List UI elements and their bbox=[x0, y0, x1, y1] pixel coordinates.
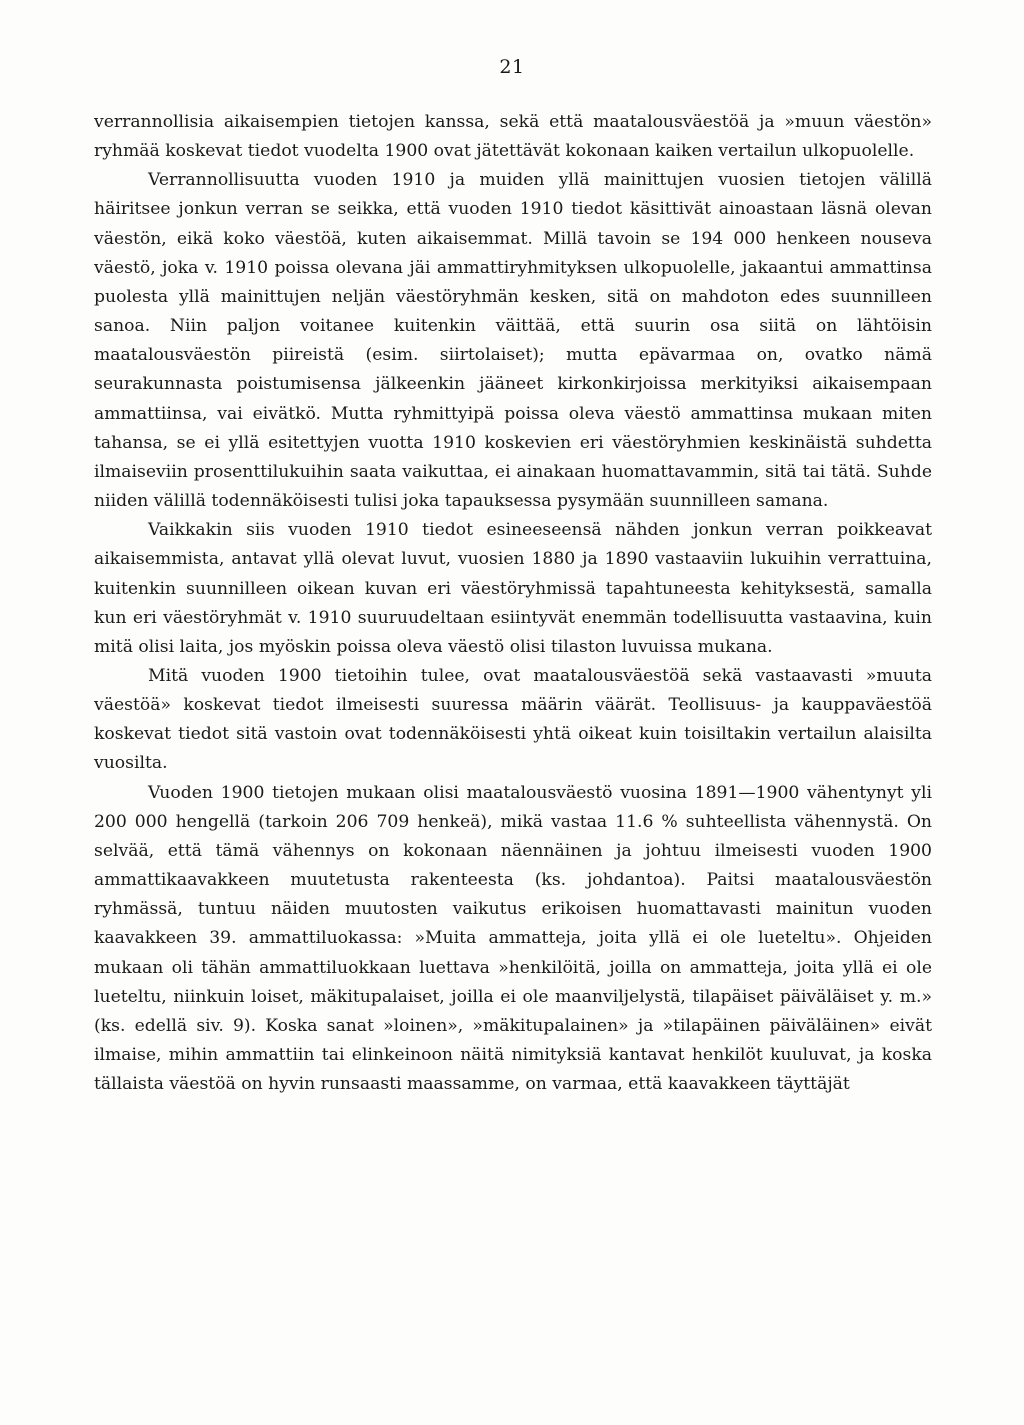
paragraph: Mitä vuoden 1900 tietoihin tulee, ovat maatalousväestöä sekä vastaavasti »muuta väestöä» koskevat tiedot ilmeisesti suuressa määrin väärät. Teollisuus- ja kauppaväestöä koskevat tiedot sitä vastoin ovat todennäköisesti yhtä oikeat kuin toisiltakin vertailun alaisilta vuosilta. bbox=[94, 665, 932, 774]
paragraph: verrannollisia aikaisempien tietojen kanssa, sekä että maatalousväestöä ja »muun väestön» ryhmää koskevat tiedot vuodelta 1900 ovat jätettävät kokonaan kaiken vertailun ulkopuolelle. bbox=[94, 112, 932, 162]
body-text bbox=[94, 108, 932, 1099]
paragraph: Verrannollisuutta vuoden 1910 ja muiden yllä mainittujen vuosien tietojen välillä häiritsee jonkun verran se seikka, että vuoden 1910 tiedot käsittivät ainoastaan läsnä olevan väestön, eikä koko väestöä, kuten aikaisemmat. Millä tavoin se 194 000 henkeen nouseva väestö, joka v. 1910 poissa olevana jäi ammattiryhmityksen ulkopuolelle, jakaantui ammattinsa puolesta yllä mainittujen neljän väestöryhmän kesken, sitä on mahdoton edes suunnilleen sanoa. Niin paljon voitanee kuitenkin väittää, että suurin osa siitä on lähtöisin maatalousväestön piireistä (esim. siirtolaiset); mutta epävarmaa on, ovatko nämä seurakunnasta poistumisensa jälkeenkin jääneet kirkonkirjoissa merkityiksi aikaisempaan ammattiinsa, vai eivätkö. Mutta ryhmittyipä poissa oleva väestö ammattinsa mukaan miten tahansa, se ei yllä esitettyjen vuotta 1910 koskevien eri väestöryhmien keskinäistä suhdetta ilmaiseviin prosenttilukuihin saata vaikuttaa, ei ainakaan huomattavammin, sitä tai tätä. Suhde niiden välillä todennäköisesti tulisi joka tapauksessa pysymään suunnilleen samana. bbox=[94, 170, 932, 512]
paragraph: Vuoden 1900 tietojen mukaan olisi maatalousväestö vuosina 1891—1900 vähentynyt yli 200 000 hengellä (tarkoin 206 709 henkeä), mikä vastaa 11.6 % suhteellista vähennystä. On selvää, että tämä vähennys on kokonaan näennäinen ja johtuu ilmeisesti vuoden 1900 ammattikaavakkeen muutetusta rakenteesta (ks. johdantoa). Paitsi maatalousväestön ryhmässä, tuntuu näiden muutosten vaikutus erikoisen huomattavasti mainitun vuoden kaavakkeen 39. ammattiluokassa: »Muita ammatteja, joita yllä ei ole lueteltu». Ohjeiden mukaan oli tähän ammattiluokkaan luettava »henkilöitä, joilla on ammatteja, joita yllä ei ole lueteltu, niinkuin loiset, mäkitupalaiset, joilla ei ole maanviljelystä, tilapäiset päiväläiset y. m.» (ks. edellä siv. 9). Koska sanat »loinen», »mäkitupalainen» ja »tilapäinen päiväläinen» eivät ilmaise, mihin ammattiin tai elinkeinoon näitä nimityksiä kantavat henkilöt kuuluvat, ja koska tällaista väestöä on hyvin runsaasti maassamme, on varmaa, että kaavakkeen täyttäjät bbox=[94, 782, 932, 1095]
paragraph: Vaikkakin siis vuoden 1910 tiedot esineeseensä nähden jonkun verran poikkeavat aikaisemmista, antavat yllä olevat luvut, vuosien 1880 ja 1890 vastaaviin lukuihin verrattuina, kuitenkin suunnilleen oikean kuvan eri väestöryhmissä tapahtuneesta kehityksestä, samalla kun eri väestöryhmät v. 1910 suuruudeltaan esiintyvät enemmän todellisuutta vastaavina, kuin mitä olisi laita, jos myöskin poissa oleva väestö olisi tilaston luvuissa mukana. bbox=[94, 520, 932, 657]
page-number: 21 bbox=[499, 56, 525, 78]
